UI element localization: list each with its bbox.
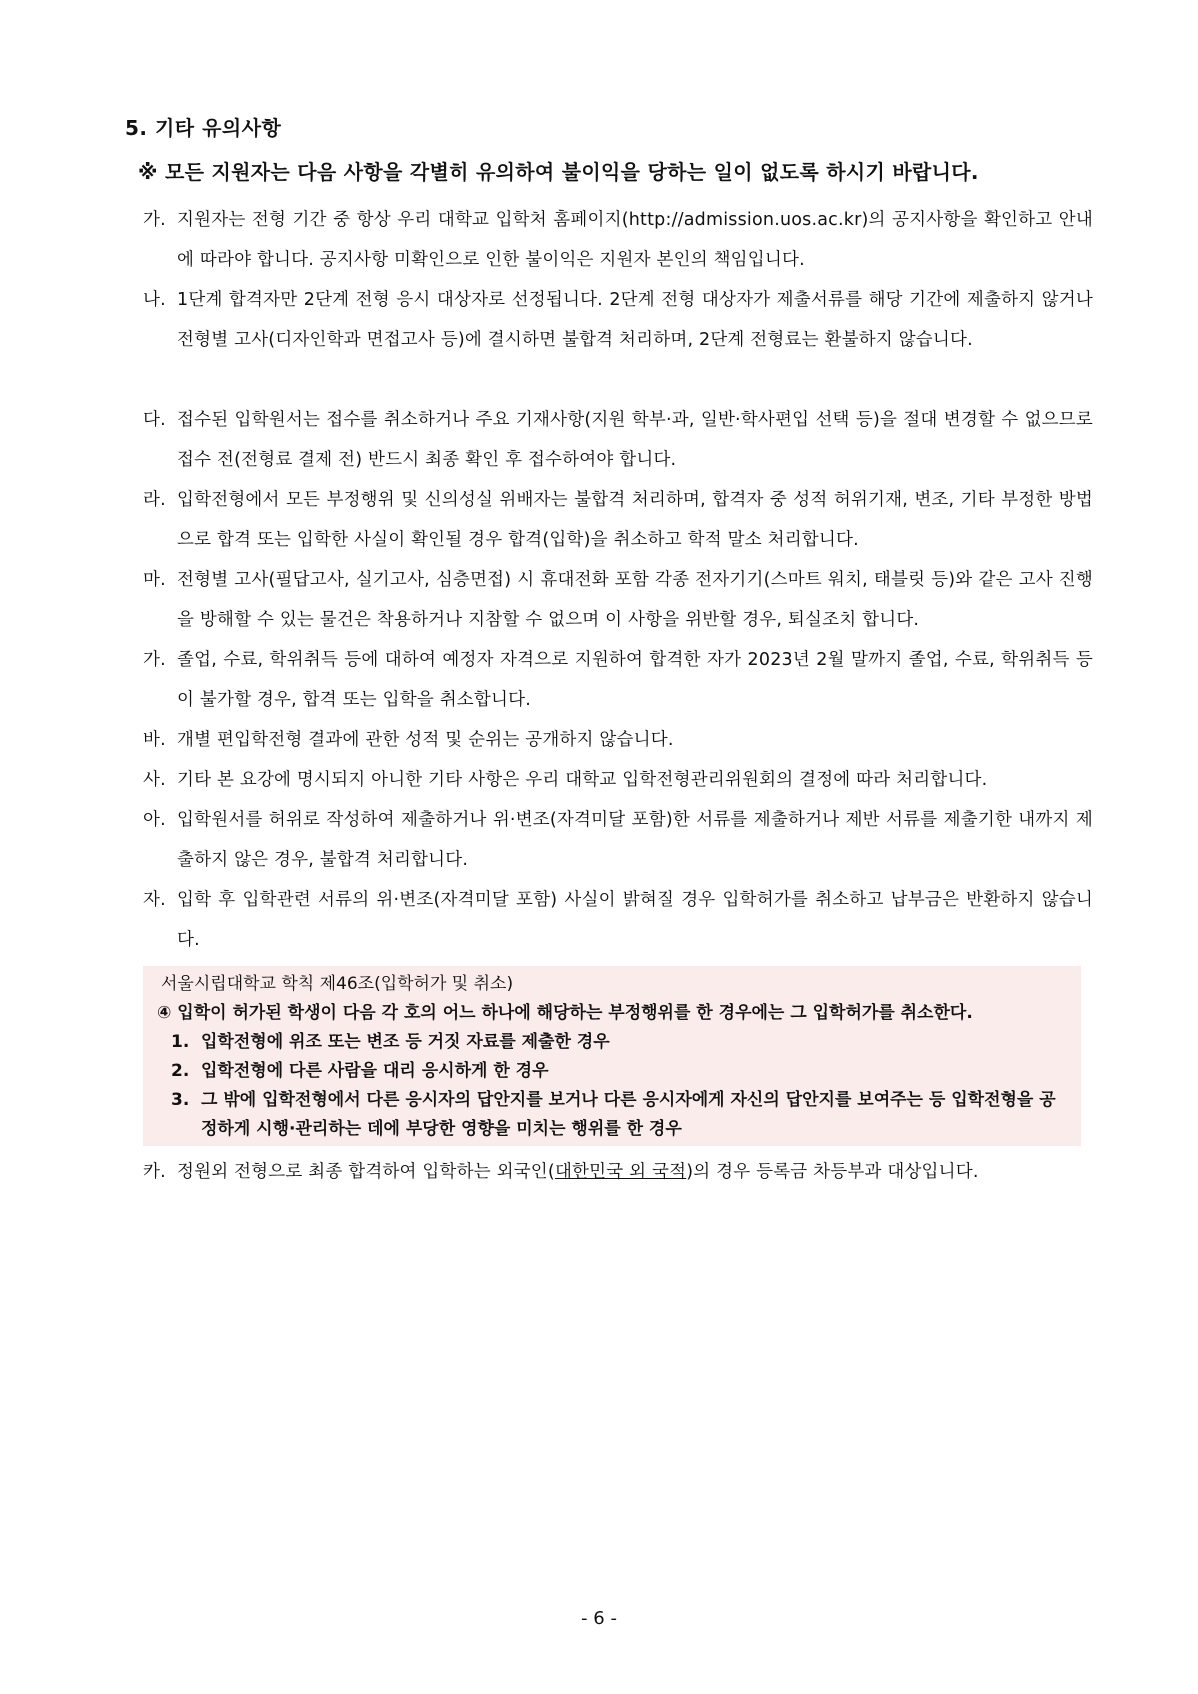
item-mark: 마.: [143, 570, 166, 590]
notes-list: [143, 200, 1093, 960]
page-number: - 6 -: [581, 1608, 617, 1629]
list-item: [143, 720, 1093, 760]
regulation-title: 서울시립대학교 학칙 제46조(입학허가 및 취소): [161, 974, 514, 994]
list-item: [143, 480, 1093, 560]
item-text: 개별 편입학전형 결과에 관한 성적 및 순위는 공개하지 않습니다.: [177, 730, 674, 750]
item-mark: 다.: [143, 410, 166, 430]
regulation-list: [171, 1028, 1071, 1144]
list-item: [143, 400, 1093, 480]
list-item: [143, 880, 1093, 960]
section-title: 5. 기타 유의사항: [125, 116, 282, 140]
regulation-item-number: 1.: [171, 1032, 190, 1052]
regulation-item-text: 입학전형에 위조 또는 변조 등 거짓 자료를 제출한 경우: [201, 1032, 610, 1052]
item-text: 입학원서를 허위로 작성하여 제출하거나 위·변조(자격미달 포함)한 서류를 제출하거나 제반 서류를 제출기한 내까지 제출하지 않은 경우, 불합격 처리합니다.: [177, 810, 1093, 870]
item-text: 입학전형에서 모든 부정행위 및 신의성실 위배자는 불합격 처리하며, 합격자 중 성적 허위기재, 변조, 기타 부정한 방법으로 합격 또는 입학한 사실이 확인될 경우 합격(입학)을 취소하고 학적 말소 처리합니다.: [177, 490, 1093, 550]
item-text: 지원자는 전형 기간 중 항상 우리 대학교 입학처 홈페이지(http://admission.uos.ac.kr)의 공지사항을 확인하고 안내에 따라야 합니다. 공지사항 미확인으로 인한 불이익은 지원자 본인의 책임입니다.: [177, 210, 1093, 270]
list-item: [143, 560, 1093, 640]
item-mark: 가.: [143, 210, 166, 230]
list-item: [143, 200, 1093, 280]
list-item: [143, 640, 1093, 720]
item-text: 전형별 고사(필답고사, 실기고사, 심층면접) 시 휴대전화 포함 각종 전자기기(스마트 워치, 태블릿 등)와 같은 고사 진행을 방해할 수 있는 물건은 착용하거나 지참할 수 없으며 이 사항을 위반할 경우, 퇴실조치 합니다.: [177, 570, 1093, 630]
item-text: 1단계 합격자만 2단계 전형 응시 대상자로 선정됩니다. 2단계 전형 대상자가 제출서류를 해당 기간에 제출하지 않거나 전형별 고사(디자인학과 면접고사 등)에 결시하면 불합격 처리하며, 2단계 전형료는 환불하지 않습니다.: [177, 290, 1093, 350]
list-item: [143, 760, 1093, 800]
item-text: 입학 후 입학관련 서류의 위·변조(자격미달 포함) 사실이 밝혀질 경우 입학허가를 취소하고 납부금은 반환하지 않습니다.: [177, 890, 1093, 950]
list-item-last: [143, 1152, 1093, 1192]
regulation-clause: ④ 입학이 허가된 학생이 다음 각 호의 어느 하나에 해당하는 부정행위를 한 경우에는 그 입학허가를 취소한다.: [157, 1003, 973, 1023]
regulation-item-number: 3.: [171, 1090, 190, 1110]
item-mark: 나.: [143, 290, 166, 310]
item-mark: 자.: [143, 890, 166, 910]
item-text-underlined: 대한민국 외 국적: [554, 1162, 687, 1182]
regulation-item-text: 그 밖에 입학전형에서 다른 응시자의 답안지를 보거나 다른 응시자에게 자신의 답안지를 보여주는 등 입학전형을 공정하게 시행·관리하는 데에 부당한 영향을 미치는 행위를 한 경우: [201, 1090, 1056, 1139]
item-text: 졸업, 수료, 학위취득 등에 대하여 예정자 자격으로 지원하여 합격한 자가 2023년 2월 말까지 졸업, 수료, 학위취득 등이 불가할 경우, 합격 또는 입학을 취소합니다.: [177, 650, 1093, 710]
regulation-list-item: [171, 1028, 1071, 1057]
regulation-item-text: 입학전형에 다른 사람을 대리 응시하게 한 경우: [201, 1061, 549, 1081]
item-mark: 아.: [143, 810, 166, 830]
regulation-box: [143, 966, 1081, 1146]
item-mark: 가.: [143, 650, 166, 670]
item-text: 기타 본 요강에 명시되지 아니한 기타 사항은 우리 대학교 입학전형관리위원회의 결정에 따라 처리합니다.: [177, 770, 988, 790]
item-mark: 라.: [143, 490, 166, 510]
regulation-item-number: 2.: [171, 1061, 190, 1081]
item-mark: 바.: [143, 730, 166, 750]
item-text-before: 정원외 전형으로 최종 합격하여 입학하는 외국인(: [177, 1162, 555, 1182]
notice-line: ※ 모든 지원자는 다음 사항을 각별히 유의하여 불이익을 당하는 일이 없도록 하시기 바랍니다.: [138, 160, 979, 184]
item-mark: 사.: [143, 770, 166, 790]
regulation-list-item: [171, 1086, 1071, 1144]
list-item: [143, 280, 1093, 400]
list-item: [143, 800, 1093, 880]
regulation-list-item: [171, 1057, 1071, 1086]
item-text: 접수된 입학원서는 접수를 취소하거나 주요 기재사항(지원 학부·과, 일반·학사편입 선택 등)을 절대 변경할 수 없으므로 접수 전(전형료 결제 전) 반드시 최종 확인 후 접수하여야 합니다.: [177, 410, 1093, 470]
item-text-after: )의 경우 등록금 차등부과 대상입니다.: [686, 1162, 979, 1182]
item-mark: 카.: [143, 1162, 166, 1182]
